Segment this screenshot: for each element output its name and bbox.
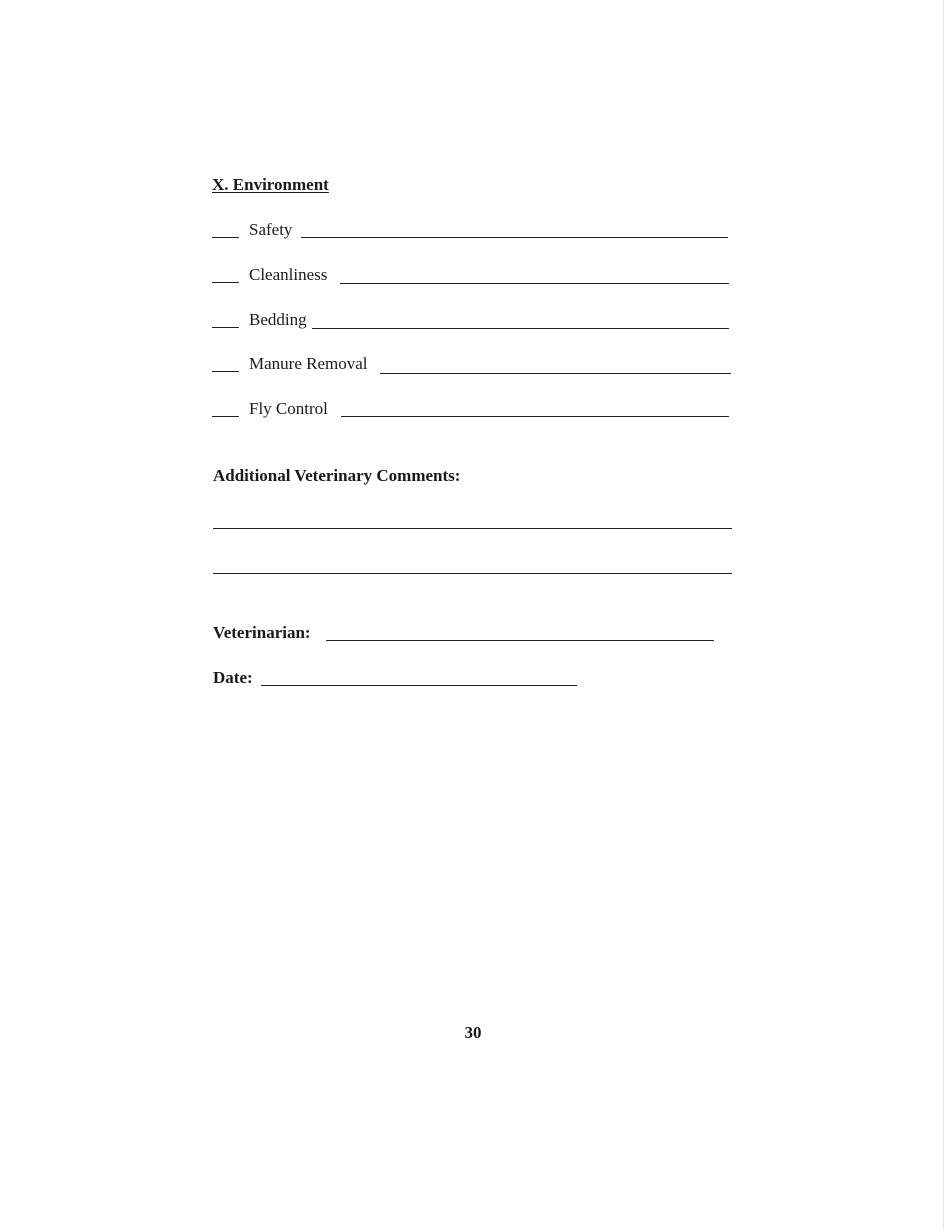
check-blank-manure-removal[interactable] [212, 371, 239, 372]
veterinarian-label: Veterinarian: [213, 623, 311, 642]
checklist-label-bedding: Bedding [249, 310, 307, 329]
scan-edge [943, 0, 944, 1230]
date-label: Date: [213, 668, 253, 687]
veterinarian-signature-line[interactable] [326, 630, 714, 641]
fill-line-fly-control[interactable] [341, 406, 729, 417]
check-blank-cleanliness[interactable] [212, 282, 239, 283]
check-blank-bedding[interactable] [212, 327, 239, 328]
check-blank-fly-control[interactable] [212, 416, 239, 417]
fill-line-safety[interactable] [301, 227, 728, 238]
fill-line-manure-removal[interactable] [380, 363, 731, 374]
section-title: X. Environment [212, 175, 329, 194]
checklist-label-cleanliness: Cleanliness [249, 265, 328, 284]
checklist-label-fly-control: Fly Control [249, 399, 328, 418]
comments-line-1[interactable] [213, 518, 732, 529]
page-number: 30 [464, 1023, 482, 1042]
fill-line-cleanliness[interactable] [340, 273, 729, 284]
comments-line-2[interactable] [213, 563, 732, 574]
checklist-label-manure-removal: Manure Removal [249, 354, 368, 373]
date-line[interactable] [261, 675, 577, 686]
checklist-label-safety: Safety [249, 220, 293, 239]
fill-line-bedding[interactable] [312, 318, 729, 329]
check-blank-safety[interactable] [212, 237, 239, 238]
comments-label: Additional Veterinary Comments: [213, 466, 461, 485]
